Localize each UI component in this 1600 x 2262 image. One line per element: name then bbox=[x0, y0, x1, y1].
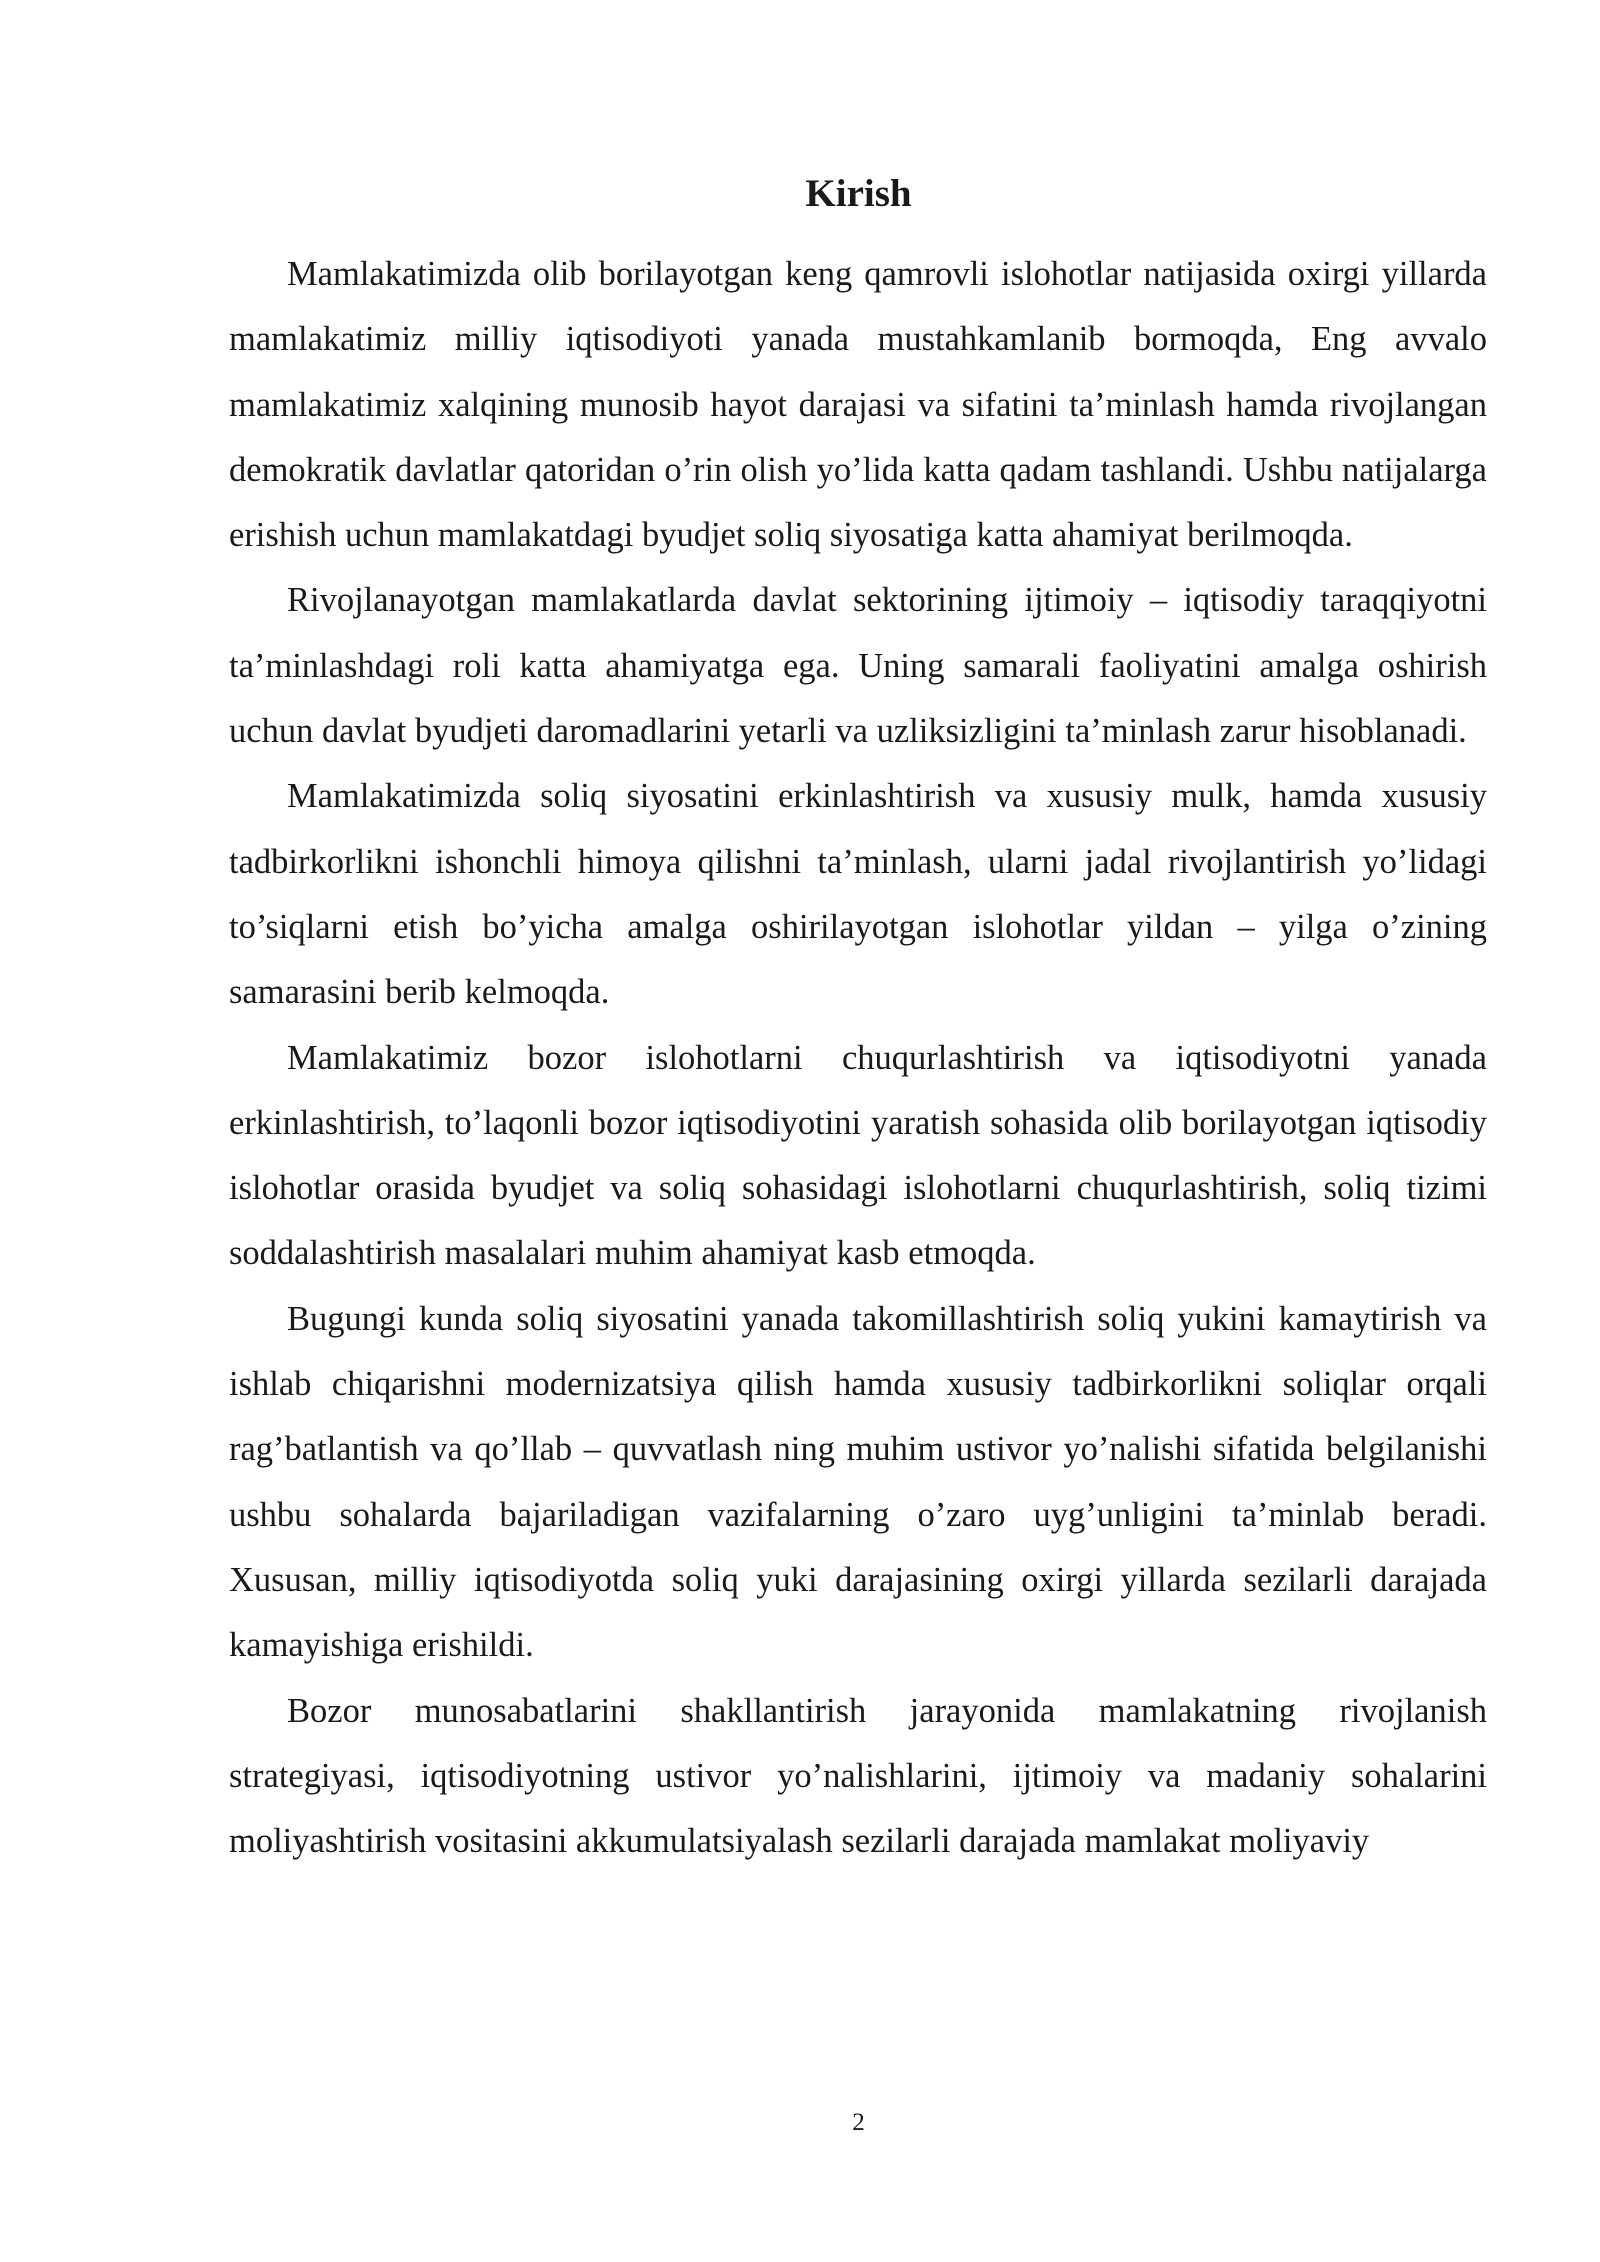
paragraph: Bozor munosabatlarini shakllantirish jarayonida mamlakatning rivojlanish strategiyasi, iqtisodiyotning ustivor yo’nalishlarini, ijtimoiy va madaniy sohalarini moliyashtirish vositasini akkumulatsiyalash sezilarli darajada mamlakat moliyaviy bbox=[229, 1691, 1487, 1861]
paragraph: Mamlakatimizda olib borilayotgan keng qamrovli islohotlar natijasida oxirgi yillarda mamlakatimiz milliy iqtisodiyoti yanada mustahkamlanib bormoqda, Eng avvalo mamlakatimiz xalqining munosib hayot darajasi va sifatini ta’minlash hamda rivojlangan demokratik davlatlar qatoridan o’rin olish yo’lida katta qadam tashlandi. Ushbu natijalarga erishish uchun mamlakatdagi byudjet soliq siyosatiga katta ahamiyat berilmoqda. bbox=[229, 255, 1487, 555]
paragraph: Rivojlanayotgan mamlakatlarda davlat sektorining ijtimoiy – iqtisodiy taraqqiyotni ta’minlashdagi roli katta ahamiyatga ega. Uning samarali faoliyatini amalga oshirish uchun davlat byudjeti daromadlarini yetarli va uzliksizligini ta’minlash zarur hisoblanadi. bbox=[229, 581, 1487, 751]
page-title: Kirish bbox=[805, 172, 912, 215]
page-number: 2 bbox=[852, 2109, 865, 2136]
paragraph: Mamlakatimiz bozor islohotlarni chuqurlashtirish va iqtisodiyotni yanada erkinlashtirish, to’laqonli bozor iqtisodiyotini yaratish sohasida olib borilayotgan iqtisodiy islohotlar orasida byudjet va soliq sohasidagi islohotlarni chuqurlashtirish, soliq tizimi soddalashtirish masalalari muhim ahamiyat kasb etmoqda. bbox=[229, 1038, 1487, 1273]
paragraph: Bugungi kunda soliq siyosatini yanada takomillashtirish soliq yukini kamaytirish va ishlab chiqarishni modernizatsiya qilish hamda xususiy tadbirkorlikni soliqlar orqali rag’batlantish va qo’llab – quvvatlash ning muhim ustivor yo’nalishi sifatida belgilanishi ushbu sohalarda bajariladigan vazifalarning o’zaro uyg’unligini ta’minlab beradi. Xususan, milliy iqtisodiyotda soliq yuki darajasining oxirgi yillarda sezilarli darajada kamayishiga erishildi. bbox=[229, 1299, 1487, 1665]
body-text bbox=[229, 242, 1487, 1874]
paragraph: Mamlakatimizda soliq siyosatini erkinlashtirish va xususiy mulk, hamda xususiy tadbirkorlikni ishonchli himoya qilishni ta’minlash, ularni jadal rivojlantirish yo’lidagi to’siqlarni etish bo’yicha amalga oshirilayotgan islohotlar yildan – yilga o’zining samarasini berib kelmoqda. bbox=[229, 777, 1487, 1012]
